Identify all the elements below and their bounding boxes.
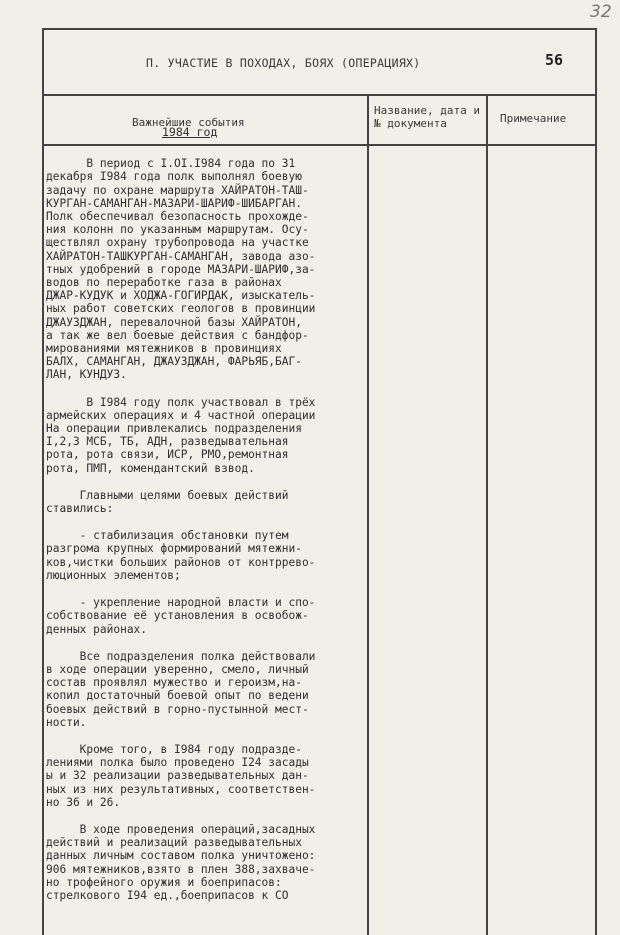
year-heading: 1984 год bbox=[162, 125, 218, 139]
column-header-documents: Название, дата и № документа bbox=[374, 104, 480, 130]
paragraph: - стабилизация обстановки путем разгрома крупных формирований мятежни- ков,чистки больших районов от контррево- люционных элементов; bbox=[46, 529, 316, 582]
page-number: 56 bbox=[545, 51, 564, 69]
events-text bbox=[46, 126, 366, 916]
paragraph: Главными целями боевых действий ставились: bbox=[46, 488, 289, 516]
paragraph: В I984 году полк участвовал в трёх армейских операциях и 4 частной операции На операции привлекались подразделения I,2,3 МСБ, ТБ, АДН, разведывательная рота, рота связи, ИСР, РМО,ремонтная рота, ПМП, комендантский взвод. bbox=[46, 395, 316, 475]
column-header-notes: Примечание bbox=[500, 112, 567, 125]
column-divider bbox=[367, 96, 369, 935]
section-header bbox=[44, 30, 595, 96]
section-title: П. УЧАСТИЕ В ПОХОДАХ, БОЯХ (ОПЕРАЦИЯХ) bbox=[146, 56, 421, 70]
column-divider bbox=[486, 96, 488, 935]
paragraph: Все подразделения полка действовали в ходе операции уверенно, смело, личный состав проявлял мужество и героизм,на- копил достаточный боевой опыт по ведени боевых действий в горно-пустынной мест- ности. bbox=[46, 649, 316, 729]
paragraph: В период с I.OI.I984 года по 31 декабря I984 года полк выполнял боевую задачу по охране маршрута ХАЙРАТОН-ТАШ- КУРГАН-САМАНГАН-МАЗАРИ-ШАРИФ-ШИБАРГАН. Полк обеспечивал безопасность прохожде- ния колонн по указанным маршрутам. Осу- ществлял охрану трубопровода на участке ХАЙРАТОН-ТАШКУРГАН-САМАНГАН, завода азо- тных удобрений в городе МАЗАРИ-ШАРИФ,за- водов по переработке газа в районах ДЖАР-КУДУК и ХОДЖА-ГОГИРДАК, изыскатель- ных работ советских геологов в провинции ДЖАУЗДЖАН, перевалочной базы ХАЙРАТОН, а так же вел боевые действия с бандфор- мированиями мятежников в провинциях БАЛХ, САМАНГАН, ДЖАУЗДЖАН, ФАРЬЯБ,БАГ- ЛАН, КУНДУЗ. bbox=[46, 157, 316, 382]
column-header-events: Важнейшие события bbox=[132, 116, 245, 129]
paragraph: - укрепление народной власти и спо- собствование её установления в освобож- денных районах. bbox=[46, 596, 316, 636]
paragraph: В ходе проведения операций,засадных действий и реализаций разведывательных данных личным составом полка уничтожено: 906 мятежников,взято в плен 388,захваче- но трофейного оружия и боеприпасов: стрелкового I94 ед.,боеприпасов к СО bbox=[46, 822, 316, 902]
archive-page-number: 32 bbox=[590, 2, 612, 22]
paragraph: Кроме того, в I984 году подразде- лениями полка было проведено I24 засады ы и 32 реализации разведывательных дан- ных из них результативных, соответствен- но 36 и 26. bbox=[46, 742, 316, 809]
